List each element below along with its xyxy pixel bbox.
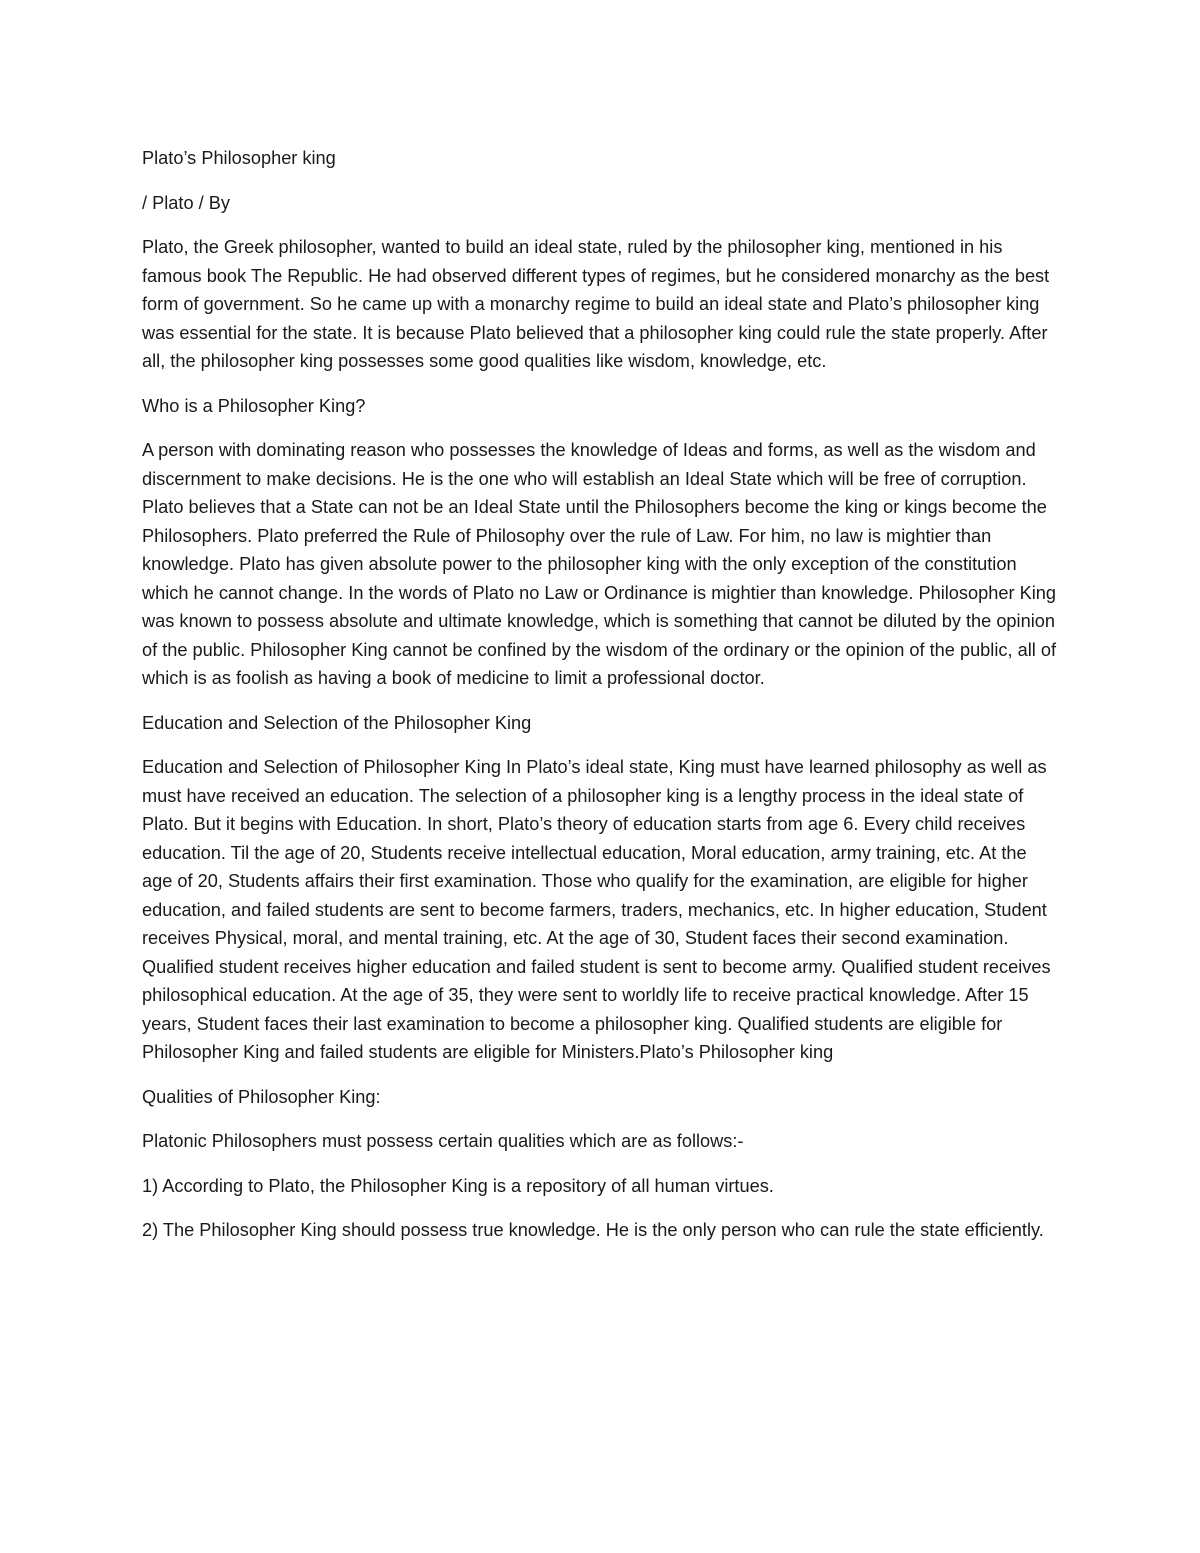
document-body bbox=[142, 144, 1060, 1261]
quality-item: 1) According to Plato, the Philosopher King is a repository of all human virtues. bbox=[142, 1175, 774, 1196]
section-heading-who-is: Who is a Philosopher King? bbox=[142, 395, 366, 416]
section-heading-education: Education and Selection of the Philosopher King bbox=[142, 712, 532, 733]
intro-paragraph: Plato, the Greek philosopher, wanted to build an ideal state, ruled by the philosopher king, mentioned in his famous book The Republic. He had observed different types of regimes, but he considered monarchy as the best form of government. So he came up with a monarchy regime to build an ideal state and Plato’s philosopher king was essential for the state. It is because Plato believed that a philosopher king could rule the state properly. After all, the philosopher king possesses some good qualities like wisdom, knowledge, etc. bbox=[142, 237, 1050, 371]
education-paragraph: Education and Selection of Philosopher King In Plato’s ideal state, King must have learned philosophy as well as must have received an education. The selection of a philosopher king is a lengthy process in the ideal state of Plato. But it begins with Education. In short, Plato’s theory of education starts from age 6. Every child receives education. Til the age of 20, Students receive intellectual education, Moral education, army training, etc. At the age of 20, Students affairs their first examination. Those who qualify for the examination, are eligible for higher education, and failed students are sent to become farmers, traders, mechanics, etc. In higher education, Student receives Physical, moral, and mental training, etc. At the age of 30, Student faces their second examination. Qualified student receives higher education and failed student is sent to become army. Qualified student receives philosophical education. At the age of 35, they were sent to worldly life to receive practical knowledge. After 15 years, Student faces their last examination to become a philosopher king. Qualified students are eligible for Philosopher King and failed students are eligible for Ministers.Plato’s Philosopher king bbox=[142, 757, 1051, 1062]
section-heading-qualities: Qualities of Philosopher King: bbox=[142, 1086, 381, 1107]
who-is-paragraph: A person with dominating reason who possesses the knowledge of Ideas and forms, as well as the wisdom and discernment to make decisions. He is the one who will establish an Ideal State which will be free of corruption. Plato believes that a State can not be an Ideal State until the Philosophers become the king or kings become the Philosophers. Plato preferred the Rule of Philosophy over the rule of Law. For him, no law is mightier than knowledge. Plato has given absolute power to the philosopher king with the only exception of the constitution which he cannot change. In the words of Plato no Law or Ordinance is mightier than knowledge. Philosopher King was known to possess absolute and ultimate knowledge, which is something that cannot be diluted by the opinion of the public. Philosopher King cannot be confined by the wisdom of the ordinary or the opinion of the public, all of which is as foolish as having a book of medicine to limit a professional doctor. bbox=[142, 440, 1056, 688]
document-byline: / Plato / By bbox=[142, 192, 230, 213]
document-title: Plato’s Philosopher king bbox=[142, 148, 336, 168]
qualities-intro: Platonic Philosophers must possess certain qualities which are as follows:- bbox=[142, 1131, 744, 1151]
quality-item: 2) The Philosopher King should possess true knowledge. He is the only person who can rule the state efficiently. bbox=[142, 1220, 1044, 1240]
